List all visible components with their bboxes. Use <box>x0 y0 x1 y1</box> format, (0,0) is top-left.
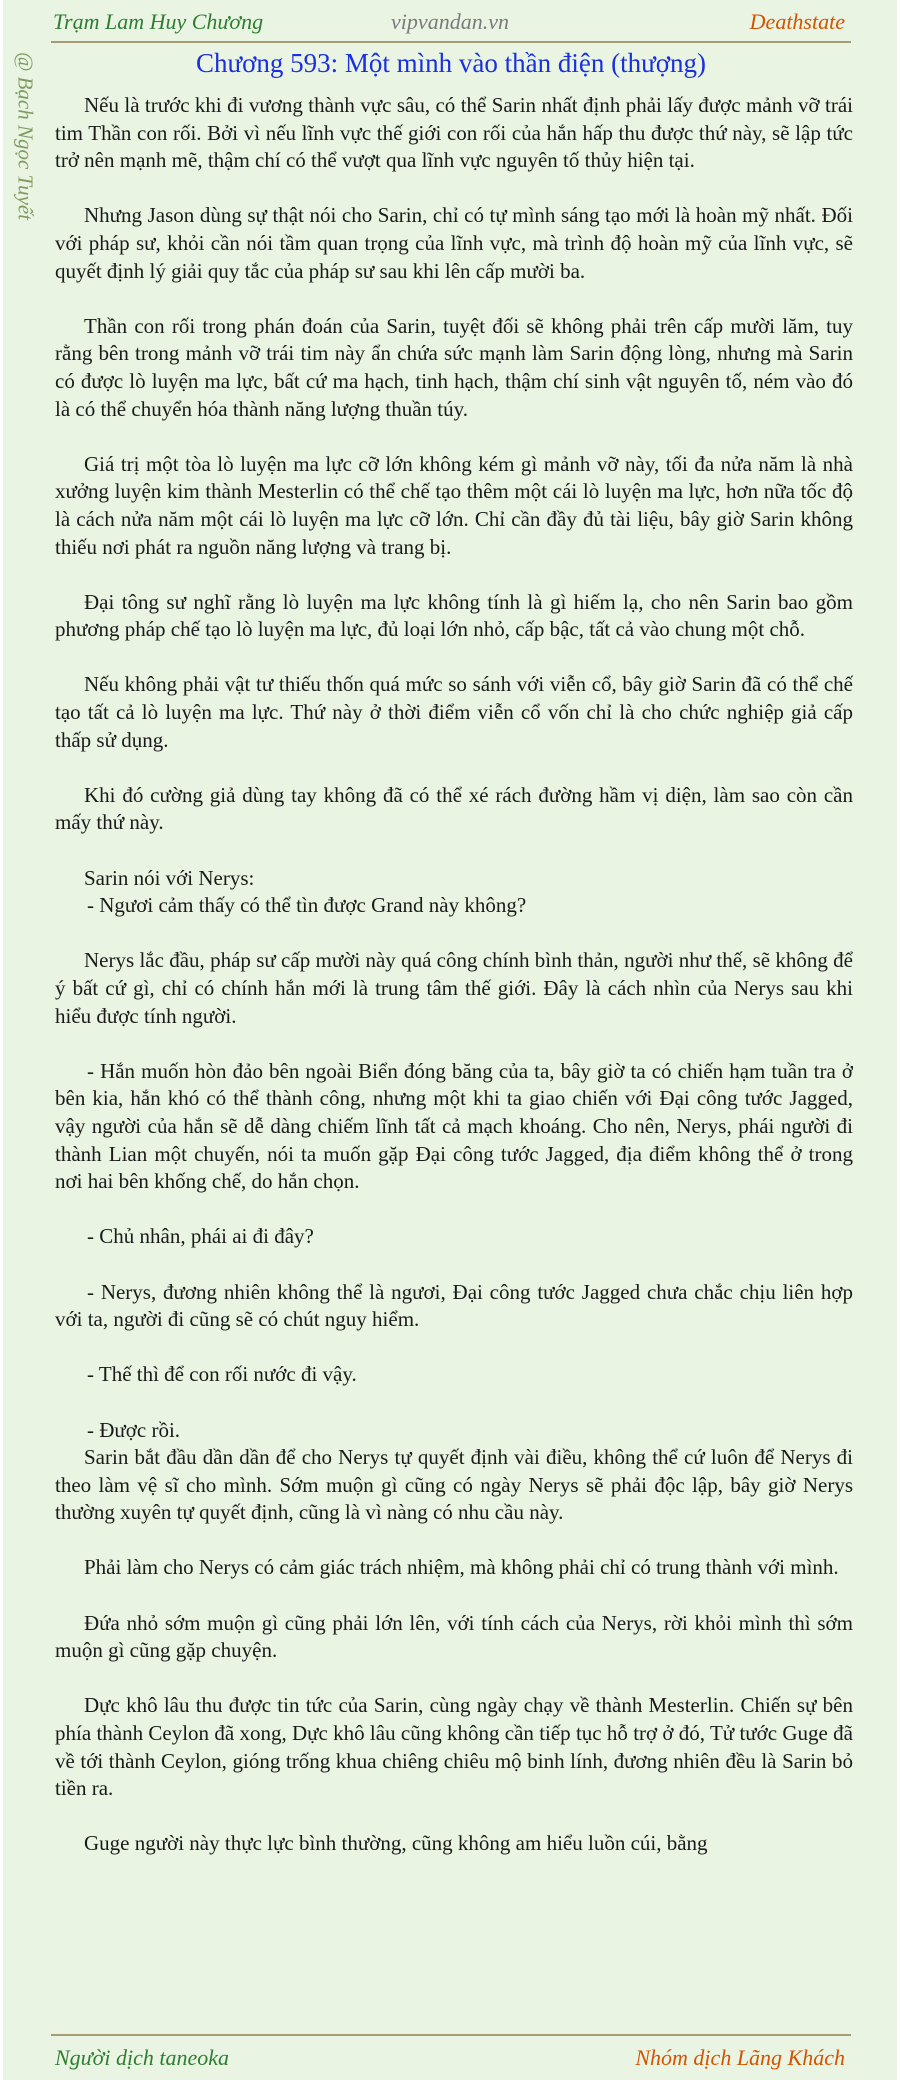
paragraph: Nerys lắc đầu, pháp sư cấp mười này quá công chính bình thản, người như thế, sẽ không để ý bất cứ gì, chỉ có chính hắn mới là trung tâm thế giới. Đây là cách nhìn của Nerys sau khi hiểu được tính người. <box>55 948 853 1028</box>
page-footer <box>3 2045 897 2079</box>
paragraph: Đại tông sư nghĩ rằng lò luyện ma lực không tính là gì hiếm lạ, cho nên Sarin bao gồm phương pháp chế tạo lò luyện ma lực, đủ loại lớn nhỏ, cấp bậc, tất cả vào chung một chỗ. <box>55 589 853 642</box>
translator-credit: Người dịch taneoka <box>55 2045 230 2070</box>
watermark <box>5 52 45 292</box>
paragraph: Phải làm cho Nerys có cảm giác trách nhiệm, mà không phải chỉ có trung thành với mình. <box>84 1555 839 1580</box>
dialog-line: - Thế thì để con rối nước đi vậy. <box>87 1362 357 1387</box>
page-header <box>3 0 897 42</box>
paragraph: Giá trị một tòa lò luyện ma lực cỡ lớn không kém gì mảnh vỡ này, tối đa nửa năm là nhà xưởng luyện kim thành Mesterlin có thể chế tạo thêm một cái lò luyện ma lực, hơn nữa tốc độ là cách nửa năm một cái lò luyện ma lực cỡ lớn. Chỉ cần đầy đủ tài liệu, bây giờ Sarin không thiếu nơi phát ra nguồn năng lượng và trang bị. <box>55 451 853 559</box>
footer-divider <box>51 2034 851 2036</box>
header-divider <box>51 41 851 43</box>
paragraph: Đứa nhỏ sớm muộn gì cũng phải lớn lên, với tính cách của Nerys, rời khỏi mình thì sớm muộn gì cũng gặp chuyện. <box>55 1610 853 1663</box>
dialog-line: - Nerys, đương nhiên không thể là ngươi, Đại công tước Jagged chưa chắc chịu liên hợp với ta, người đi cũng sẽ có chút nguy hiểm. <box>55 1279 853 1332</box>
paragraph: Thần con rối trong phán đoán của Sarin, tuyệt đối sẽ không phải trên cấp mười lăm, tuy rằng bên trong mảnh vỡ trái tim này ẩn chứa sức mạnh làm Sarin động lòng, nhưng mà Sarin có được lò luyện ma lực, bất cứ ma hạch, tinh hạch, thậm chí sinh vật nguyên tố, ném vào đó là có thể chuyển hóa thành năng lượng thuần túy. <box>55 313 853 421</box>
watermark-text: @ Bạch Ngọc Tuyết <box>13 52 38 221</box>
paragraph: Nhưng Jason dùng sự thật nói cho Sarin, chỉ có tự mình sáng tạo mới là hoàn mỹ nhất. Đối với pháp sư, khỏi cần nói tầm quan trọng của lĩnh vực, mà trình độ hoàn mỹ của lĩnh vực, sẽ quyết định lý giải quy tắc của pháp sư sau khi lên cấp mười ba. <box>55 203 853 283</box>
paragraph: Sarin bắt đầu dần dần để cho Nerys tự quyết định vài điều, không thể cứ luôn để Nerys đi theo làm vệ sĩ cho mình. Sớm muộn gì cũng có ngày Nerys sẽ phải độc lập, bây giờ Nerys thường xuyên tự quyết định, cũng là vì nàng có nhu cầu này. <box>55 1445 853 1525</box>
dialog-line: - Chủ nhân, phái ai đi đây? <box>87 1224 314 1249</box>
paragraph: Khi đó cường giả dùng tay không đã có thể xé rách đường hầm vị diện, làm sao còn cần mấy thứ này. <box>55 782 853 835</box>
dialog-line: - Ngươi cảm thấy có thể tìn được Grand này không? <box>87 893 527 918</box>
dialog-line: - Được rồi. <box>87 1417 181 1442</box>
paragraph: Guge người này thực lực bình thường, cũng không am hiểu luồn cúi, bằng <box>84 1831 708 1856</box>
dialog-line: - Hắn muốn hòn đảo bên ngoài Biển đóng băng của ta, bây giờ ta có chiến hạm tuần tra ở bên kia, hắn khó có thể thành công, nhưng một khi ta giao chiến với Đại công tước Jagged, vậy người của hắn sẽ dễ dàng chiếm lĩnh tất cả mạch khoáng. Cho nên, Nerys, phái người đi thành Lian một chuyến, nói ta muốn gặp Đại công tước Jagged, địa điểm không thể ở trong nơi hai bên khống chế, do hắn chọn. <box>55 1058 853 1194</box>
chapter-content <box>55 92 853 2027</box>
paragraph: Nếu không phải vật tư thiếu thốn quá mức so sánh với viễn cổ, bây giờ Sarin đã có thể chế tạo tất cả lò luyện ma lực. Thứ này ở thời điểm viễn cổ vốn chỉ là cho chức nghiệp giả cấp thấp sử dụng. <box>55 672 853 752</box>
book-title: Trạm Lam Huy Chương <box>53 9 264 34</box>
chapter-title: Chương 593: Một mình vào thần điện (thượng) <box>195 48 707 78</box>
author-name: Deathstate <box>749 9 845 34</box>
group-credit: Nhóm dịch Lãng Khách <box>635 2045 845 2070</box>
site-name: vipvandan.vn <box>391 9 509 34</box>
paragraph: Nếu là trước khi đi vương thành vực sâu, có thể Sarin nhất định phải lấy được mảnh vỡ trái tim Thần con rối. Bởi vì nếu lĩnh vực thế giới con rối của hắn hấp thu được thứ này, sẽ lập tức trở nên mạnh mẽ, thậm chí có thể vượt qua lĩnh vực nguyên tố thủy hiện tại. <box>55 93 853 173</box>
paragraph: Sarin nói với Nerys: <box>84 865 255 890</box>
paragraph: Dực khô lâu thu được tin tức của Sarin, cùng ngày chạy về thành Mesterlin. Chiến sự bên phía thành Ceylon đã xong, Dực khô lâu cũng không cần tiếp tục hỗ trợ ở đó, Tử tước Guge đã về tới thành Ceylon, gióng trống khua chiêng chiêu mộ binh lính, đương nhiên đều là Sarin bỏ tiền ra. <box>55 1693 853 1801</box>
